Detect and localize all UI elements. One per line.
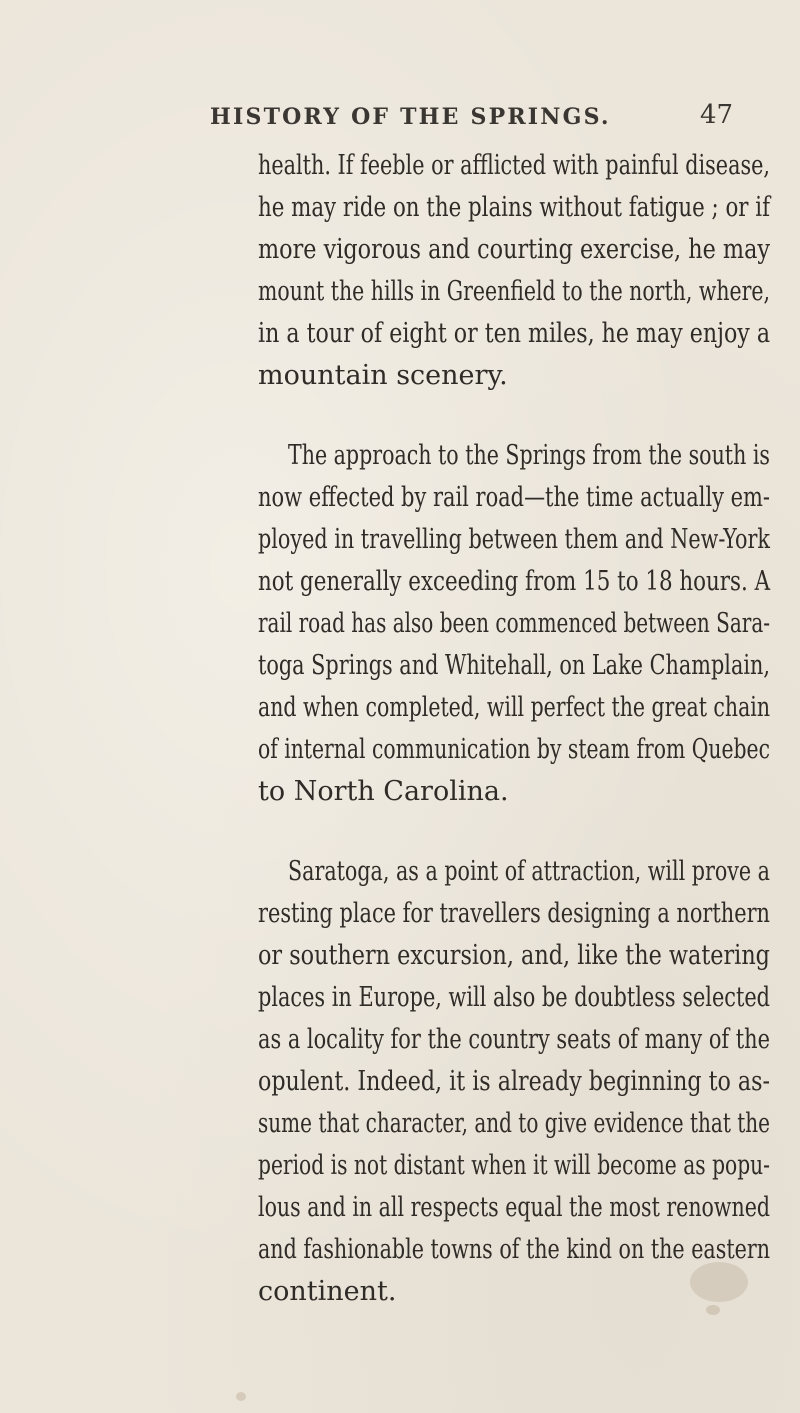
text-line: more vigorous and courting exercise, he may [258,234,771,265]
text-line: or southern excursion, and, like the watering [258,940,770,971]
text-line: mount the hills in Greenfield to the north, where, [258,276,771,307]
text-line: resting place for travellers designing a northern [258,898,770,929]
text-line: Saratoga, as a point of attraction, will prove a [288,856,770,887]
paper-stain [236,1392,246,1401]
text-line: to North Carolina. [258,776,509,807]
text-line: mountain scenery. [258,360,508,391]
text-line: period is not distant when it will become as popu- [258,1150,771,1181]
text-line: health. If feeble or afflicted with painful disease, [258,150,770,181]
text-line: rail road has also been commenced between Sara- [258,608,771,639]
text-line: continent. [258,1276,397,1307]
text-line: and when completed, will perfect the great chain [258,692,771,723]
text-line: opulent. Indeed, it is already beginning to as- [258,1066,771,1097]
page-number: 47 [700,100,734,130]
text-line: not generally exceeding from 15 to 18 hours. A [258,566,771,597]
text-line: ployed in travelling between them and New-York [258,524,770,555]
paper-stain [690,1262,748,1302]
running-head [0,100,800,140]
text-line: and fashionable towns of the kind on the eastern [258,1234,771,1265]
text-line: of internal communication by steam from Quebec [258,734,770,765]
text-line: he may ride on the plains without fatigue ; or if [258,192,770,223]
text-line: toga Springs and Whitehall, on Lake Champlain, [258,650,771,681]
text-line: in a tour of eight or ten miles, he may enjoy a [258,318,771,349]
text-line: The approach to the Springs from the south is [288,440,770,471]
running-title: HISTORY OF THE SPRINGS. [210,104,611,130]
text-line: places in Europe, will also be doubtless selected [258,982,770,1013]
paper-stain [706,1305,720,1315]
text-line: as a locality for the country seats of many of the [258,1024,771,1055]
text-line: now effected by rail road—the time actually em- [258,482,771,513]
text-line: sume that character, and to give evidence that the [258,1108,771,1139]
text-line: lous and in all respects equal the most renowned [258,1192,771,1223]
